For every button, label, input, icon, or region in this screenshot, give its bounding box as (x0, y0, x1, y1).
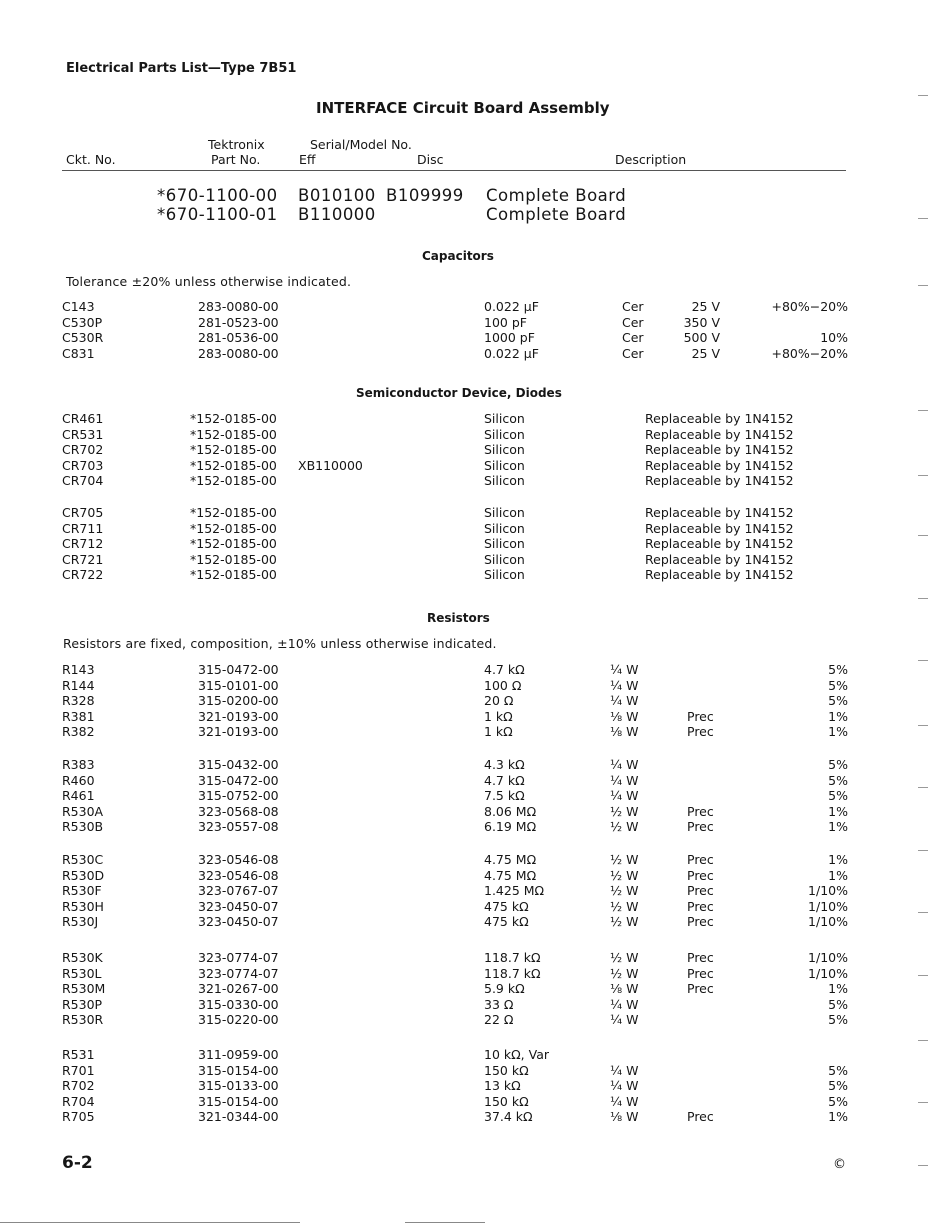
circuit-number: R530B (62, 819, 104, 835)
tolerance: 1/10% (808, 914, 848, 930)
tolerance: 1/10% (808, 950, 848, 965)
resistance: 475 kΩ (484, 898, 529, 914)
capacitor-row (0, 299, 950, 315)
part-number: *152-0185-00 (190, 567, 277, 583)
tolerance: 5% (828, 757, 848, 772)
circuit-number: R704 (62, 1093, 95, 1109)
precision-flag: Prec (687, 803, 714, 819)
part-number: 315-0154-00 (198, 1093, 279, 1109)
tolerance: +80%−20% (771, 345, 848, 361)
resistance: 6.19 MΩ (484, 819, 537, 835)
circuit-number: CR461 (62, 411, 104, 426)
tolerance: 1% (828, 724, 848, 740)
capacitance: 1000 pF (484, 330, 535, 345)
replacement-note: Replaceable by 1N4152 (645, 520, 794, 536)
wattage: ½ W (610, 898, 639, 914)
tolerance: 5% (828, 1012, 848, 1028)
wattage: ½ W (610, 803, 639, 819)
circuit-number: R383 (62, 757, 95, 772)
margin-mark (918, 975, 928, 976)
tolerance: 10% (820, 330, 848, 345)
resistor-row (0, 1094, 950, 1110)
replacement-note: Replaceable by 1N4152 (645, 411, 794, 426)
resistance: 4.75 MΩ (484, 867, 537, 883)
margin-mark (918, 218, 928, 219)
wattage: ¼ W (610, 772, 639, 788)
part-number: 283-0080-00 (198, 299, 279, 314)
precision-flag: Prec (687, 950, 714, 965)
resistance: 1 kΩ (484, 724, 513, 740)
precision-flag: Prec (687, 867, 714, 883)
capacitance: 100 pF (484, 314, 527, 330)
resistor-row (0, 1047, 950, 1063)
tolerance: 5% (828, 1062, 848, 1078)
wattage: ½ W (610, 883, 639, 899)
capacitor-tolerance-note: Tolerance ±20% unless otherwise indicated. (66, 274, 352, 289)
circuit-number: R530J (62, 914, 99, 930)
part-number: 323-0450-07 (198, 898, 279, 914)
circuit-number: R705 (62, 1109, 95, 1125)
tolerance: 1% (828, 852, 848, 867)
precision-flag: Prec (687, 883, 714, 899)
board-description: Complete Board (486, 205, 627, 224)
resistor-row (0, 883, 950, 899)
tolerance: 5% (828, 788, 848, 804)
circuit-number: C530P (62, 314, 103, 330)
replacement-note: Replaceable by 1N4152 (645, 536, 794, 552)
part-number: 323-0546-08 (198, 867, 279, 883)
circuit-number: C530R (62, 330, 104, 345)
part-number: *152-0185-00 (190, 536, 277, 552)
circuit-number: R460 (62, 772, 95, 788)
margin-mark (918, 598, 928, 599)
precision-flag: Prec (687, 819, 714, 835)
circuit-number: R328 (62, 693, 95, 709)
resistance: 33 Ω (484, 996, 514, 1012)
wattage: ½ W (610, 914, 639, 930)
wattage: ⅛ W (610, 1109, 639, 1125)
board-eff-serial: B010100 (298, 186, 376, 205)
replacement-note: Replaceable by 1N4152 (645, 442, 794, 458)
voltage-rating: 500 V (683, 330, 720, 345)
eff-serial: XB110000 (298, 457, 363, 473)
diode-row (0, 521, 950, 537)
tolerance: 5% (828, 996, 848, 1012)
circuit-number: R144 (62, 677, 95, 693)
part-number: 323-0546-08 (198, 852, 279, 867)
wattage: ¼ W (610, 1012, 639, 1028)
wattage: ½ W (610, 950, 639, 965)
circuit-number: CR711 (62, 520, 104, 536)
diode-description: Silicon (484, 567, 525, 583)
resistor-row (0, 1063, 950, 1079)
part-number: 315-0432-00 (198, 757, 279, 772)
tolerance: +80%−20% (771, 299, 848, 314)
resistance: 150 kΩ (484, 1062, 529, 1078)
tolerance: 5% (828, 1093, 848, 1109)
precision-flag: Prec (687, 852, 714, 867)
resistor-row (0, 788, 950, 804)
scan-edge-line (405, 1222, 485, 1223)
voltage-rating: 350 V (683, 314, 720, 330)
resistor-row (0, 693, 950, 709)
replacement-note: Replaceable by 1N4152 (645, 567, 794, 583)
precision-flag: Prec (687, 898, 714, 914)
wattage: ¼ W (610, 757, 639, 772)
part-number: 281-0523-00 (198, 314, 279, 330)
page-title: INTERFACE Circuit Board Assembly (316, 99, 610, 117)
wattage: ¼ W (610, 693, 639, 709)
resistance: 4.3 kΩ (484, 757, 525, 772)
replacement-note: Replaceable by 1N4152 (645, 426, 794, 442)
resistor-row (0, 966, 950, 982)
part-number: 323-0767-07 (198, 883, 279, 899)
capacitor-type: Cer (622, 299, 644, 314)
part-number: 321-0193-00 (198, 724, 279, 740)
circuit-number: R530H (62, 898, 104, 914)
column-header-part-no: Part No. (211, 152, 261, 167)
resistance: 4.7 kΩ (484, 662, 525, 677)
part-number: *152-0185-00 (190, 505, 277, 520)
page-header: Electrical Parts List—Type 7B51 (66, 61, 297, 76)
tolerance: 1/10% (808, 898, 848, 914)
margin-mark (918, 285, 928, 286)
resistance: 4.7 kΩ (484, 772, 525, 788)
margin-mark (918, 1165, 928, 1166)
circuit-number: R530F (62, 883, 102, 899)
diode-description: Silicon (484, 411, 525, 426)
replacement-note: Replaceable by 1N4152 (645, 473, 794, 489)
board-description: Complete Board (486, 186, 627, 205)
circuit-number: R530M (62, 981, 106, 997)
resistor-row (0, 709, 950, 725)
circuit-number: R530R (62, 1012, 104, 1028)
replacement-note: Replaceable by 1N4152 (645, 505, 794, 520)
column-header-ckt-no: Ckt. No. (66, 152, 116, 167)
part-number: 323-0568-08 (198, 803, 279, 819)
margin-mark (918, 410, 928, 411)
circuit-number: C143 (62, 299, 95, 314)
margin-mark (918, 725, 928, 726)
tolerance: 5% (828, 772, 848, 788)
part-number: 321-0344-00 (198, 1109, 279, 1125)
margin-mark (918, 850, 928, 851)
capacitor-row (0, 346, 950, 362)
capacitor-type: Cer (622, 345, 644, 361)
precision-flag: Prec (687, 1109, 714, 1125)
diode-row (0, 442, 950, 458)
wattage: ½ W (610, 819, 639, 835)
part-number: 311-0959-00 (198, 1047, 279, 1062)
part-number: *152-0185-00 (190, 473, 277, 489)
resistor-row (0, 997, 950, 1013)
margin-mark (918, 475, 928, 476)
board-row (0, 205, 950, 225)
column-header-description: Description (615, 152, 687, 167)
wattage: ¼ W (610, 996, 639, 1012)
part-number: 281-0536-00 (198, 330, 279, 345)
resistor-row (0, 678, 950, 694)
wattage: ⅛ W (610, 724, 639, 740)
circuit-number: CR531 (62, 426, 104, 442)
voltage-rating: 25 V (691, 345, 720, 361)
circuit-number: R702 (62, 1078, 95, 1094)
part-number: 315-0154-00 (198, 1062, 279, 1078)
margin-mark (918, 660, 928, 661)
section-heading-diodes: Semiconductor Device, Diodes (356, 386, 562, 400)
precision-flag: Prec (687, 708, 714, 724)
resistor-row (0, 804, 950, 820)
part-number: 321-0193-00 (198, 708, 279, 724)
capacitance: 0.022 μF (484, 345, 539, 361)
tolerance: 1% (828, 708, 848, 724)
tolerance: 1% (828, 819, 848, 835)
resistance: 4.75 MΩ (484, 852, 537, 867)
resistance: 7.5 kΩ (484, 788, 525, 804)
circuit-number: R530L (62, 965, 102, 981)
resistor-row (0, 757, 950, 773)
tolerance: 5% (828, 677, 848, 693)
resistor-row (0, 1078, 950, 1094)
resistance: 1 kΩ (484, 708, 513, 724)
resistance: 5.9 kΩ (484, 981, 525, 997)
circuit-number: R530A (62, 803, 104, 819)
replacement-note: Replaceable by 1N4152 (645, 457, 794, 473)
scan-edge-line (0, 1222, 300, 1223)
resistor-row (0, 1012, 950, 1028)
capacitor-row (0, 330, 950, 346)
circuit-number: CR722 (62, 567, 104, 583)
resistor-note: Resistors are fixed, composition, ±10% unless otherwise indicated. (63, 636, 497, 651)
part-number: 315-0472-00 (198, 772, 279, 788)
diode-description: Silicon (484, 536, 525, 552)
wattage: ½ W (610, 852, 639, 867)
part-number: *152-0185-00 (190, 520, 277, 536)
resistor-row (0, 662, 950, 678)
circuit-number: R530P (62, 996, 103, 1012)
wattage: ½ W (610, 867, 639, 883)
diode-row (0, 567, 950, 583)
resistor-row (0, 981, 950, 997)
margin-mark (918, 95, 928, 96)
voltage-rating: 25 V (691, 299, 720, 314)
resistance: 37.4 kΩ (484, 1109, 533, 1125)
circuit-number: R461 (62, 788, 95, 804)
resistor-row (0, 819, 950, 835)
diode-row (0, 536, 950, 552)
wattage: ⅛ W (610, 708, 639, 724)
wattage: ¼ W (610, 677, 639, 693)
resistance: 475 kΩ (484, 914, 529, 930)
part-number: 315-0330-00 (198, 996, 279, 1012)
tolerance: 1% (828, 867, 848, 883)
circuit-number: R530K (62, 950, 103, 965)
wattage: ¼ W (610, 1062, 639, 1078)
circuit-number: CR705 (62, 505, 104, 520)
margin-mark (918, 535, 928, 536)
circuit-number: C831 (62, 345, 95, 361)
part-number: *152-0185-00 (190, 426, 277, 442)
tolerance: 5% (828, 693, 848, 709)
board-eff-serial: B110000 (298, 205, 376, 224)
part-number: 283-0080-00 (198, 345, 279, 361)
precision-flag: Prec (687, 981, 714, 997)
wattage: ⅛ W (610, 981, 639, 997)
precision-flag: Prec (687, 914, 714, 930)
part-number: 315-0220-00 (198, 1012, 279, 1028)
resistance: 150 kΩ (484, 1093, 529, 1109)
tolerance: 1/10% (808, 965, 848, 981)
resistor-row (0, 852, 950, 868)
part-number: 323-0774-07 (198, 950, 279, 965)
circuit-number: R531 (62, 1047, 95, 1062)
wattage: ¼ W (610, 788, 639, 804)
capacitor-row (0, 315, 950, 331)
header-rule (62, 170, 846, 171)
circuit-number: CR704 (62, 473, 104, 489)
tolerance: 5% (828, 1078, 848, 1094)
diode-row (0, 411, 950, 427)
section-heading-resistors: Resistors (427, 611, 490, 625)
column-header-disc: Disc (417, 152, 444, 167)
diode-row (0, 473, 950, 489)
column-header-serial-model: Serial/Model No. (310, 137, 412, 152)
precision-flag: Prec (687, 724, 714, 740)
circuit-number: CR712 (62, 536, 104, 552)
circuit-number: R701 (62, 1062, 95, 1078)
board-part-number: *670-1100-01 (157, 205, 278, 224)
resistor-row (0, 950, 950, 966)
circuit-number: R381 (62, 708, 95, 724)
section-heading-capacitors: Capacitors (422, 249, 494, 263)
column-header-eff: Eff (299, 152, 316, 167)
resistor-row (0, 868, 950, 884)
resistor-row (0, 899, 950, 915)
replacement-note: Replaceable by 1N4152 (645, 551, 794, 567)
margin-mark (918, 912, 928, 913)
circuit-number: CR721 (62, 551, 104, 567)
diode-row (0, 505, 950, 521)
resistance: 13 kΩ (484, 1078, 521, 1094)
part-number: *152-0185-00 (190, 442, 277, 458)
board-row (0, 186, 950, 206)
wattage: ¼ W (610, 1093, 639, 1109)
margin-mark (918, 1102, 928, 1103)
wattage: ¼ W (610, 662, 639, 677)
column-header-tektronix: Tektronix (208, 137, 265, 152)
part-number: 315-0472-00 (198, 662, 279, 677)
circuit-number: R530D (62, 867, 105, 883)
part-number: 315-0752-00 (198, 788, 279, 804)
resistor-row (0, 1109, 950, 1125)
diode-row (0, 552, 950, 568)
diode-description: Silicon (484, 426, 525, 442)
capacitance: 0.022 μF (484, 299, 539, 314)
circuit-number: R382 (62, 724, 95, 740)
part-number: 315-0101-00 (198, 677, 279, 693)
resistance: 22 Ω (484, 1012, 514, 1028)
margin-mark (918, 1040, 928, 1041)
resistance: 118.7 kΩ (484, 950, 541, 965)
diode-description: Silicon (484, 473, 525, 489)
copyright-mark: © (833, 1157, 846, 1172)
diode-description: Silicon (484, 551, 525, 567)
part-number: 321-0267-00 (198, 981, 279, 997)
resistance: 10 kΩ, Var (484, 1047, 549, 1062)
circuit-number: CR703 (62, 457, 104, 473)
diode-description: Silicon (484, 520, 525, 536)
part-number: *152-0185-00 (190, 457, 277, 473)
board-part-number: *670-1100-00 (157, 186, 278, 205)
circuit-number: CR702 (62, 442, 104, 458)
diode-description: Silicon (484, 505, 525, 520)
tolerance: 1/10% (808, 883, 848, 899)
resistor-row (0, 773, 950, 789)
tolerance: 1% (828, 803, 848, 819)
resistance: 100 Ω (484, 677, 522, 693)
part-number: *152-0185-00 (190, 411, 277, 426)
resistance: 20 Ω (484, 693, 514, 709)
diode-description: Silicon (484, 442, 525, 458)
diode-description: Silicon (484, 457, 525, 473)
resistance: 1.425 MΩ (484, 883, 545, 899)
wattage: ¼ W (610, 1078, 639, 1094)
resistance: 8.06 MΩ (484, 803, 537, 819)
wattage: ½ W (610, 965, 639, 981)
circuit-number: R530C (62, 852, 104, 867)
capacitor-type: Cer (622, 330, 644, 345)
part-number: *152-0185-00 (190, 551, 277, 567)
margin-mark (918, 787, 928, 788)
tolerance: 1% (828, 981, 848, 997)
part-number: 315-0133-00 (198, 1078, 279, 1094)
part-number: 323-0557-08 (198, 819, 279, 835)
diode-row (0, 427, 950, 443)
part-number: 315-0200-00 (198, 693, 279, 709)
board-disc-serial: B109999 (386, 186, 464, 205)
precision-flag: Prec (687, 965, 714, 981)
capacitor-type: Cer (622, 314, 644, 330)
part-number: 323-0774-07 (198, 965, 279, 981)
page-number: 6-2 (62, 1153, 93, 1173)
resistance: 118.7 kΩ (484, 965, 541, 981)
resistor-row (0, 724, 950, 740)
resistor-row (0, 914, 950, 930)
part-number: 323-0450-07 (198, 914, 279, 930)
tolerance: 5% (828, 662, 848, 677)
circuit-number: R143 (62, 662, 95, 677)
diode-row (0, 458, 950, 474)
tolerance: 1% (828, 1109, 848, 1125)
